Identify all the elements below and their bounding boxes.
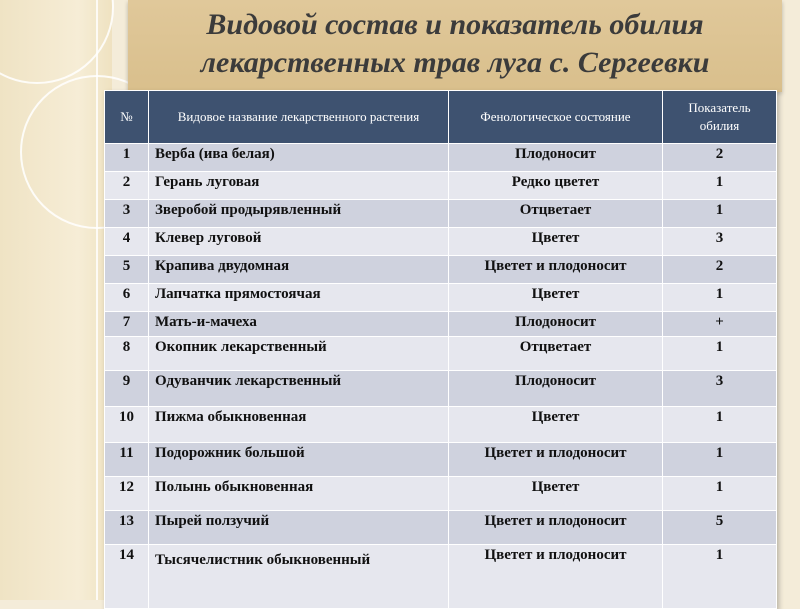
- table-header-row: [105, 91, 777, 144]
- row-state: Плодоносит: [449, 144, 663, 172]
- table-row: [105, 477, 777, 511]
- row-state: Плодоносит: [449, 312, 663, 337]
- row-name: Тысячелистник обыкновенный: [149, 545, 449, 609]
- row-name: Герань луговая: [149, 172, 449, 200]
- row-num: 10: [105, 407, 149, 443]
- row-num: 3: [105, 200, 149, 228]
- row-state: Отцветает: [449, 200, 663, 228]
- table-row: [105, 284, 777, 312]
- row-num: 7: [105, 312, 149, 337]
- row-state: Цветет и плодоносит: [449, 511, 663, 545]
- row-state: Цветет: [449, 228, 663, 256]
- row-state: Цветет: [449, 284, 663, 312]
- row-state: Цветет и плодоносит: [449, 256, 663, 284]
- table-row: [105, 144, 777, 172]
- row-state: Цветет: [449, 477, 663, 511]
- row-state: Цветет: [449, 407, 663, 443]
- row-num: 5: [105, 256, 149, 284]
- row-num: 1: [105, 144, 149, 172]
- row-value: 2: [663, 144, 777, 172]
- table-row: [105, 511, 777, 545]
- row-value: 1: [663, 337, 777, 371]
- row-name: Пижма обыкновенная: [149, 407, 449, 443]
- row-state: Плодоносит: [449, 371, 663, 407]
- row-state: Цветет и плодоносит: [449, 443, 663, 477]
- header-name: Видовое название лекарственного растения: [149, 91, 449, 144]
- row-value: 1: [663, 477, 777, 511]
- row-name: Лапчатка прямостоячая: [149, 284, 449, 312]
- row-state: Отцветает: [449, 337, 663, 371]
- header-value: Показатель обилия: [663, 91, 777, 144]
- row-value: 1: [663, 407, 777, 443]
- row-value: 1: [663, 545, 777, 609]
- row-name: Крапива двудомная: [149, 256, 449, 284]
- row-value: 5: [663, 511, 777, 545]
- row-num: 8: [105, 337, 149, 371]
- table-row: [105, 312, 777, 337]
- row-num: 9: [105, 371, 149, 407]
- table-row: [105, 371, 777, 407]
- row-name: Верба (ива белая): [149, 144, 449, 172]
- row-state: Цветет и плодоносит: [449, 545, 663, 609]
- row-value: 1: [663, 284, 777, 312]
- row-name: Мать-и-мачеха: [149, 312, 449, 337]
- row-name: Пырей ползучий: [149, 511, 449, 545]
- table-row: [105, 228, 777, 256]
- row-num: 2: [105, 172, 149, 200]
- table-row: [105, 407, 777, 443]
- title-line-2: лекарственных трав луга с. Сергеевки: [200, 46, 710, 79]
- decorative-line: [96, 0, 98, 600]
- row-num: 6: [105, 284, 149, 312]
- row-name: Зверобой продырявленный: [149, 200, 449, 228]
- row-value: +: [663, 312, 777, 337]
- table-row: [105, 545, 777, 609]
- row-num: 12: [105, 477, 149, 511]
- row-value: 1: [663, 200, 777, 228]
- header-state: Фенологическое состояние: [449, 91, 663, 144]
- row-name: Клевер луговой: [149, 228, 449, 256]
- table-row: [105, 172, 777, 200]
- row-name: Полынь обыкновенная: [149, 477, 449, 511]
- table-row: [105, 337, 777, 371]
- title-line-1: Видовой состав и показатель обилия: [206, 8, 704, 41]
- row-value: 3: [663, 371, 777, 407]
- row-value: 1: [663, 172, 777, 200]
- row-value: 1: [663, 443, 777, 477]
- row-num: 4: [105, 228, 149, 256]
- row-num: 11: [105, 443, 149, 477]
- table-row: [105, 443, 777, 477]
- species-table: [104, 90, 777, 609]
- row-name: Подорожник большой: [149, 443, 449, 477]
- row-state: Редко цветет: [449, 172, 663, 200]
- table-row: [105, 200, 777, 228]
- row-value: 2: [663, 256, 777, 284]
- header-num: №: [105, 91, 149, 144]
- row-value: 3: [663, 228, 777, 256]
- table-row: [105, 256, 777, 284]
- row-name: Одуванчик лекарственный: [149, 371, 449, 407]
- row-num: 13: [105, 511, 149, 545]
- row-num: 14: [105, 545, 149, 609]
- row-name: Окопник лекарственный: [149, 337, 449, 371]
- page-title: [128, 6, 782, 82]
